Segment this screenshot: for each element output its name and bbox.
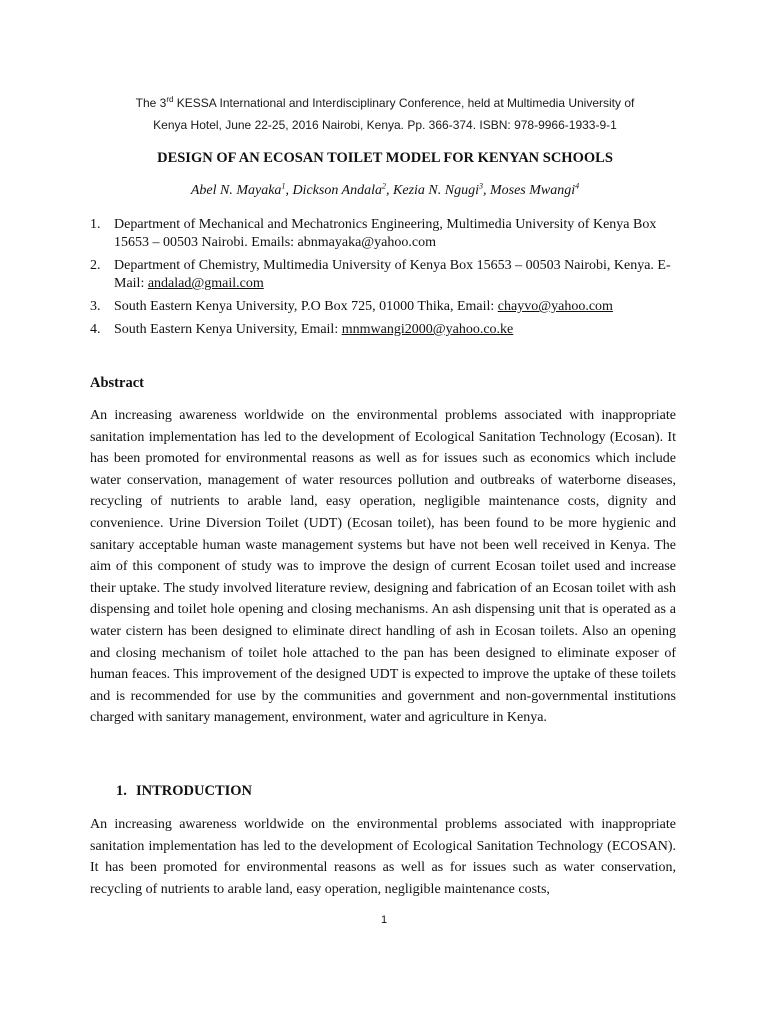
section-number: 1. xyxy=(116,783,127,799)
affiliation-email-link[interactable]: andalad@gmail.com xyxy=(147,276,264,291)
affiliation-number: 3. xyxy=(90,299,101,314)
page-number: 1 xyxy=(380,914,388,926)
header-line-1-superscript: rd xyxy=(166,95,174,104)
affiliation-number: 4. xyxy=(90,322,101,337)
author xyxy=(393,183,490,198)
affiliation-item xyxy=(90,298,690,316)
author-separator: , xyxy=(386,183,394,198)
author-affiliation-mark: 2 xyxy=(382,181,387,191)
affiliation-text: Department of Chemistry, Multimedia University of Kenya Box 15653 – 00503 Nairobi, Kenya. E-Mail: xyxy=(114,258,671,291)
author-name: Kezia N. Ngugi xyxy=(393,183,479,198)
affiliation-email-link[interactable]: mnmwangi2000@yahoo.co.ke xyxy=(341,322,514,337)
author-list xyxy=(90,181,680,201)
author xyxy=(490,183,579,198)
introduction-heading xyxy=(116,781,252,801)
author xyxy=(191,183,293,198)
author-name: Abel N. Mayaka xyxy=(190,183,282,198)
affiliation-text: South Eastern Kenya University, P.O Box 725, 01000 Thika, Email: xyxy=(114,299,498,314)
author-separator: , xyxy=(482,183,490,198)
affiliation-item xyxy=(90,216,690,252)
author-name: Moses Mwangi xyxy=(489,183,576,198)
affiliation-email-link[interactable]: chayvo@yahoo.com xyxy=(497,299,613,314)
affiliation-item xyxy=(90,321,690,339)
affiliation-item xyxy=(90,257,690,293)
header-line-1-prefix: The 3 xyxy=(135,96,167,110)
author-affiliation-mark: 3 xyxy=(478,181,483,191)
author-separator: , xyxy=(285,183,293,198)
header-line-2: Kenya Hotel, June 22-25, 2016 Nairobi, Kenya. Pp. 366-374. ISBN: 978-9966-1933-9-1 xyxy=(153,118,617,132)
affiliation-text: Department of Mechanical and Mechatronics Engineering, Multimedia University of Kenya Box 15653 – 00503 Nairobi. Emails: abnmayaka@yahoo.com xyxy=(114,217,657,250)
abstract-heading: Abstract xyxy=(90,375,144,391)
paper-title: DESIGN OF AN ECOSAN TOILET MODEL FOR KENYAN SCHOOLS xyxy=(157,150,613,166)
section-title: INTRODUCTION xyxy=(136,783,253,799)
conference-header xyxy=(90,92,680,136)
header-line-1 xyxy=(90,92,680,114)
header-line-1-suffix: KESSA International and Interdisciplinary Conference, held at Multimedia University of xyxy=(173,96,635,110)
author-affiliation-mark: 4 xyxy=(575,181,580,191)
introduction-body: An increasing awareness worldwide on the environmental problems associated with inappropriate sanitation implementation has led to the development of Ecological Sanitation Technology (ECOSAN). It has been promoted for environmental reasons as well as for issues such as water conservation, recycling of nutrients to arable land, easy operation, negligible maintenance costs, xyxy=(90,817,676,897)
affiliation-text: South Eastern Kenya University, Email: xyxy=(114,322,342,337)
affiliation-list xyxy=(90,216,690,344)
abstract-body: An increasing awareness worldwide on the environmental problems associated with inappropriate sanitation implementation has led to the development of Ecological Sanitation Technology (Ecosan). It has been promoted for environmental reasons as well as for issues such as economics which include water conservation, management of water resources pollution and outbreaks of waterborne diseases, recycling of nutrients to arable land, easy operation, negligible maintenance costs, dignity and convenience. Urine Diversion Toilet (UDT) (Ecosan toilet), has been found to be more hygienic and sanitary acceptable human waste management systems but have not been well received in Kenya. The aim of this component of study was to improve the design of current Ecosan toilet used and increase their uptake. The study involved literature review, designing and fabrication of an Ecosan toilet with ash dispensing and toilet hole opening and closing mechanisms. An ash dispensing unit that is operated as a water cistern has been designed to eliminate direct handling of ash in Ecosan toilets. Also an opening and closing mechanism of toilet hole attached to the pan has been designed to eliminate exposer of human feaces. This improvement of the designed UDT is expected to improve the uptake of these toilets and is recommended for use by the communities and government and non-governmental institutions charged with sanitary management, environment, water and agriculture in Kenya. xyxy=(90,408,676,726)
affiliation-number: 1. xyxy=(90,217,101,232)
author xyxy=(292,183,393,198)
author-affiliation-mark: 1 xyxy=(281,181,286,191)
affiliation-number: 2. xyxy=(90,258,101,273)
author-name: Dickson Andala xyxy=(292,183,383,198)
